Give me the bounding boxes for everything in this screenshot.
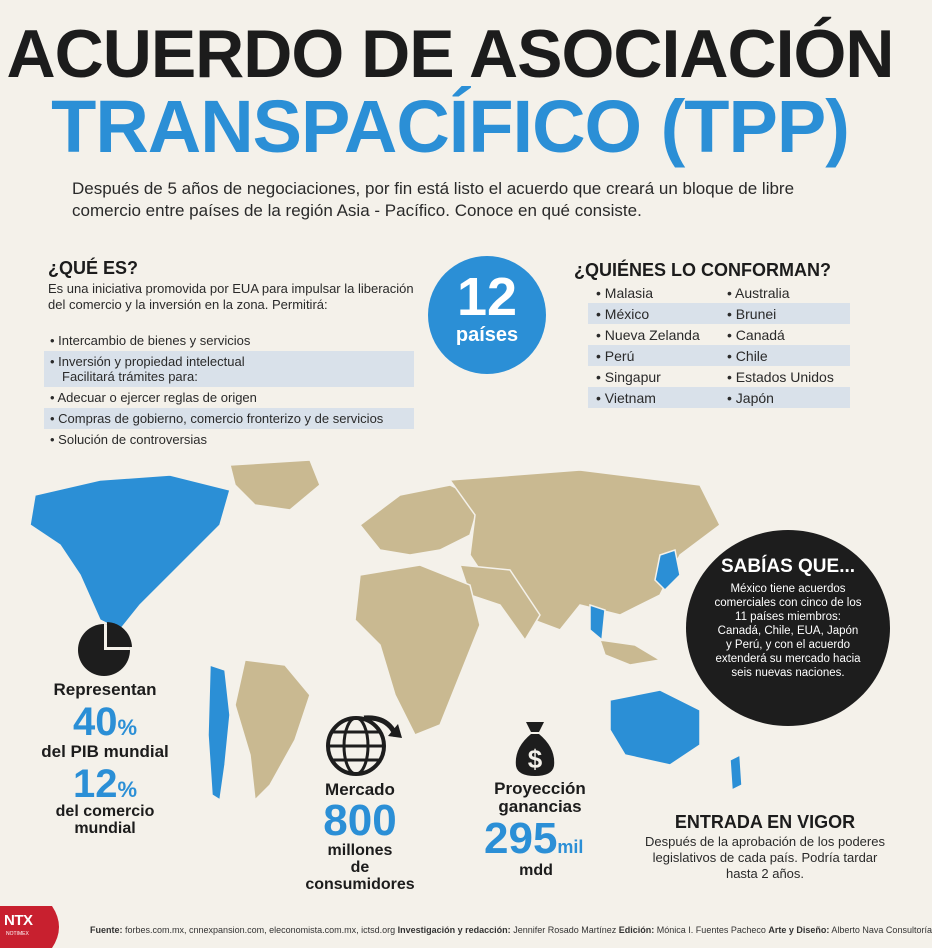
country-item: • Nueva Zelanda [596,326,700,343]
mercado-value: 800 [323,796,397,845]
country-row [588,345,850,366]
country-row [588,303,850,324]
ntx-logo-sub: NOTIMEX [6,931,29,937]
representan-title: Representan [53,680,157,699]
pib-label: del PIB mundial [41,742,169,761]
country-item: • Vietnam [596,389,656,406]
list-item: • Solución de controversias [50,432,208,447]
country-item: • Perú [596,347,635,364]
country-item: • Estados Unidos [727,368,834,385]
que-es-title: ¿QUÉ ES? [48,258,139,278]
sabias-que-body: México tiene acuerdos comerciales con cinco de los 11 países miembros: Canadá, Chile, EUA, Japón y Perú, y con el acuerdo extenderá su mercado hacia seis nuevas naciones. [714,583,862,679]
que-es-text: Es una iniciativa promovida por EUA para impulsar la liberación del comercio y la inversión en la zona. Permitirá: [48,281,414,312]
list-item: • Compras de gobierno, comercio fronterizo y de servicios [44,408,414,429]
mercado-label-line1: millones [327,842,393,859]
proyeccion-label: mdd [519,862,553,879]
edicion-label: Edición: [618,925,655,935]
list-item: • Adecuar o ejercer reglas de origen [50,390,257,405]
pib-unit: % [117,715,138,740]
proyeccion-value [484,814,624,864]
country-item: • Canadá [727,326,785,343]
country-item: • México [596,305,650,322]
vigor-body: Después de la aprobación de los poderes legislativos de cada país. Podría tardar hasta 2 años. [645,834,885,881]
edicion-text: Mónica I. Fuentes Pacheco [656,925,766,935]
comercio-label-line2: mundial [74,820,136,837]
countries-count-badge [428,256,546,374]
investigacion-label: Investigación y redacción: [397,925,511,935]
mercado-label [280,842,440,893]
mercado-label-line3: consumidores [305,876,415,893]
sabias-que-bubble [686,530,890,726]
proyeccion-title [470,780,610,816]
fuente-label: Fuente: [90,925,123,935]
arte-text: Alberto Nava Consultoría [831,925,932,935]
country-item: • Singapur [596,368,661,385]
proyeccion-title-line2: ganancias [498,797,582,816]
countries-count: 12 [456,267,518,327]
list-item: • Intercambio de bienes y servicios [50,333,251,348]
comercio-label [30,803,180,837]
proyeccion-number: 295 [484,814,558,863]
footer-credits [90,925,932,935]
ntx-logo-text: NTX [4,912,33,929]
page-title-line1: ACUERDO DE ASOCIACIÓN [6,16,894,92]
pib-number: 40 [72,700,118,744]
country-row [588,387,850,408]
que-es-list [44,330,414,450]
quienes-title: ¿QUIÉNES LO CONFORMAN? [574,260,831,280]
quienes-grid [588,282,850,408]
proyeccion-unit: mil [557,837,584,857]
arte-label: Arte y Diseño: [768,925,830,935]
list-item: Facilitará trámites para: [44,369,414,387]
country-item: • Japón [727,389,774,406]
country-row [588,366,850,387]
country-item: • Malasia [596,284,654,301]
fuente-text: forbes.com.mx, cnnexpansion.com, eleconomista.com.mx, ictsd.org [125,925,396,935]
pib-value [40,700,170,745]
mercado-title: Mercado [325,780,395,799]
list-item: • Inversión y propiedad intelectual [44,351,414,369]
sabias-que-title: SABÍAS QUE... [720,556,856,577]
money-bag-icon [512,718,558,778]
comercio-label-line1: del comercio [55,803,155,820]
comercio-value [40,762,170,807]
pie-chart-icon [76,622,132,678]
comercio-number: 12 [72,762,118,806]
comercio-unit: % [117,777,138,802]
intro-text: Después de 5 años de negociaciones, por fin está listo el acuerdo que creará un bloque de libre comercio entre países de la región Asia - Pacífico. Conoce en qué consiste. [72,179,795,220]
proyeccion-title-line1: Proyección [494,779,586,798]
country-item: • Chile [727,347,768,364]
country-row [588,282,850,303]
page-title-line2: TRANSPACÍFICO (TPP) [51,85,849,168]
countries-count-label: países [455,324,519,346]
vigor-title: ENTRADA EN VIGOR [674,812,856,832]
country-row [588,324,850,345]
mercado-label-line2: de [350,859,370,876]
globe-icon [326,710,406,780]
country-item: • Australia [727,284,790,301]
country-item: • Brunei [727,305,777,322]
svg-text:$: $ [527,744,543,774]
investigacion-text: Jennifer Rosado Martínez [513,925,617,935]
